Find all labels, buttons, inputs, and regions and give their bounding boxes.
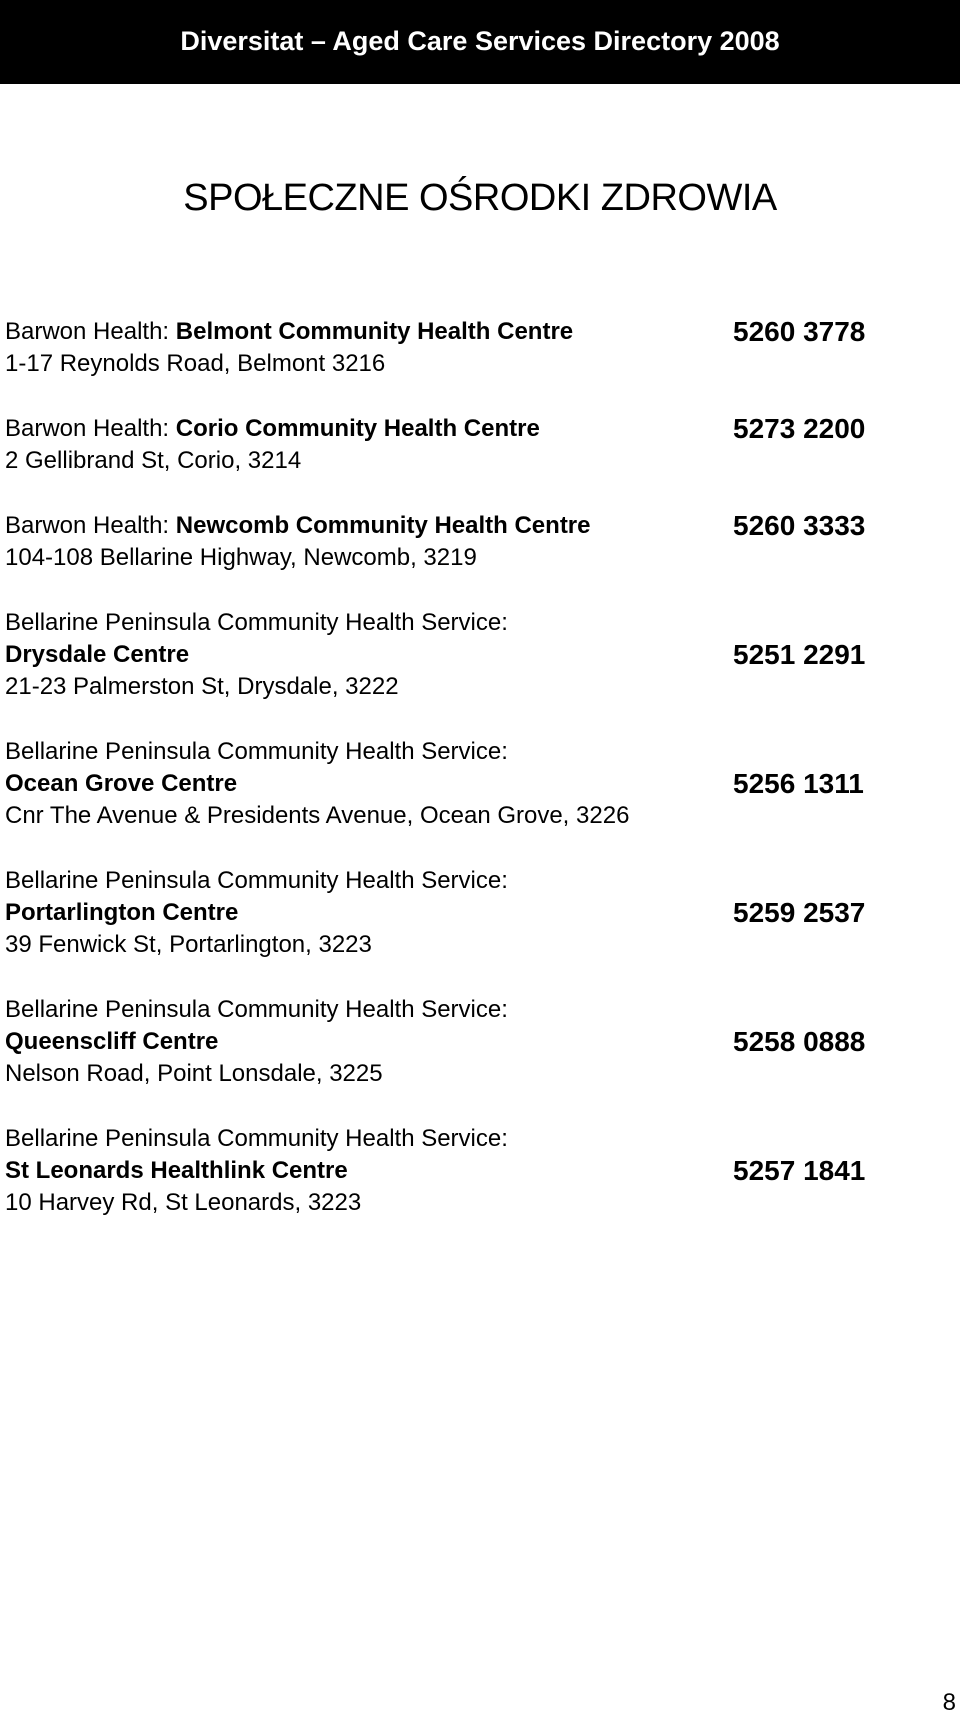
entry-service: Bellarine Peninsula Community Health Service: <box>5 738 508 765</box>
entry-name-line <box>5 1155 885 1187</box>
entry-address: 10 Harvey Rd, St Leonards, 3223 <box>5 1189 362 1216</box>
entry-address: 2 Gellibrand St, Corio, 3214 <box>5 447 302 474</box>
entry-address: Nelson Road, Point Lonsdale, 3225 <box>5 1060 383 1087</box>
entry-name: Newcomb Community Health Centre <box>175 512 591 539</box>
list-item <box>5 865 885 961</box>
entry-phone: 5256 1311 <box>733 768 864 799</box>
entry-name: Drysdale Centre <box>5 641 190 668</box>
page-number: 8 <box>942 1689 956 1716</box>
entry-name-line <box>5 413 885 445</box>
entry-name: Corio Community Health Centre <box>175 415 540 442</box>
entry-name-line <box>5 768 885 800</box>
entry-phone: 5251 2291 <box>733 639 866 670</box>
entry-service: Bellarine Peninsula Community Health Service: <box>5 996 508 1023</box>
entry-address: 21-23 Palmerston St, Drysdale, 3222 <box>5 673 399 700</box>
entry-address: Cnr The Avenue & Presidents Avenue, Ocean Grove, 3226 <box>5 802 630 829</box>
list-item <box>5 994 885 1090</box>
list-item <box>5 413 885 477</box>
entry-phone: 5260 3333 <box>733 510 866 541</box>
entry-name-line <box>5 1026 885 1058</box>
entry-name: Portarlington Centre <box>5 899 239 926</box>
entry-phone: 5259 2537 <box>733 897 866 928</box>
entry-service: Bellarine Peninsula Community Health Service: <box>5 609 508 636</box>
entry-prefix: Barwon Health: <box>5 415 176 442</box>
entry-service: Bellarine Peninsula Community Health Service: <box>5 1125 508 1152</box>
entry-address: 39 Fenwick St, Portarlington, 3223 <box>5 931 372 958</box>
entry-name: Ocean Grove Centre <box>5 770 238 797</box>
entry-name-line <box>5 639 885 671</box>
entry-prefix: Barwon Health: <box>5 512 176 539</box>
list-item <box>5 510 885 574</box>
entry-name-line <box>5 897 885 929</box>
list-item <box>5 736 885 832</box>
list-item <box>5 316 885 380</box>
entry-phone: 5258 0888 <box>733 1026 866 1057</box>
entry-address: 1-17 Reynolds Road, Belmont 3216 <box>5 350 386 377</box>
entry-phone: 5257 1841 <box>733 1155 866 1186</box>
entry-name: Queenscliff Centre <box>5 1028 219 1055</box>
page-title: SPOŁECZNE OŚRODKI ZDROWIA <box>183 177 777 219</box>
entry-name: St Leonards Healthlink Centre <box>5 1157 348 1184</box>
list-item <box>5 1123 885 1219</box>
header-title: Diversitat – Aged Care Services Directory 2008 <box>180 26 780 56</box>
entry-name-line <box>5 316 885 348</box>
entry-address: 104-108 Bellarine Highway, Newcomb, 3219 <box>5 544 477 571</box>
entry-phone: 5260 3778 <box>733 316 866 347</box>
entry-name: Belmont Community Health Centre <box>175 318 574 345</box>
entry-service: Bellarine Peninsula Community Health Service: <box>5 867 508 894</box>
header-bar <box>0 0 960 84</box>
list-item <box>5 607 885 703</box>
entry-phone: 5273 2200 <box>733 413 866 444</box>
health-centre-list <box>5 316 885 1252</box>
entry-prefix: Barwon Health: <box>5 318 176 345</box>
entry-name-line <box>5 510 885 542</box>
